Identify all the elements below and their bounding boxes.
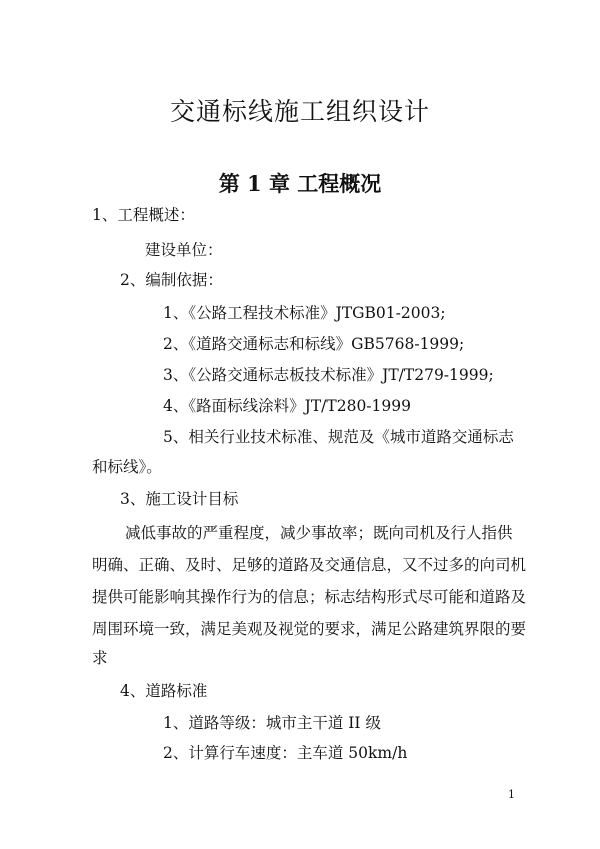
basis-item: 2、《道路交通标志和标线》GB5768-1999; <box>163 335 465 353</box>
basis-item: 3、《公路交通标志板技术标准》JT/T279-1999; <box>163 366 494 384</box>
road-standard-item: 2、计算行车速度：主车道 50km/h <box>163 744 408 762</box>
objective-paragraph-line: 明确、正确、及时、足够的道路及交通信息，又不过多的向司机 <box>92 556 527 574</box>
chapter-heading: 第 1 章 工程概况 <box>218 171 382 196</box>
page-number: 1 <box>508 788 515 801</box>
road-standard-item: 1、道路等级：城市主干道 II 级 <box>163 714 381 732</box>
basis-item: 4、《路面标线涂料》JT/T280-1999 <box>163 397 411 415</box>
objective-paragraph-line: 周围环境一致，满足美观及视觉的要求，满足公路建筑界限的要 <box>92 620 527 638</box>
section-1-heading: 1、工程概述： <box>92 206 195 224</box>
objective-paragraph-line: 提供可能影响其操作行为的信息；标志结构形式尽可能和道路及 <box>92 588 527 606</box>
basis-item: 5、相关行业技术标准、规范及《城市道路交通标志 <box>163 428 514 446</box>
basis-item-continuation: 和标线》。 <box>92 458 162 476</box>
objective-paragraph-line: 减低事故的严重程度，减少事故率；既向司机及行人指供 <box>125 524 513 542</box>
construction-unit-label: 建设单位： <box>145 241 223 259</box>
section-3-heading: 3、施工设计目标 <box>120 490 239 508</box>
objective-paragraph-line: 求 <box>92 649 108 667</box>
section-4-heading: 4、道路标准 <box>120 682 208 700</box>
document-title: 交通标线施工组织设计 <box>169 97 430 126</box>
section-2-heading: 2、编制依据： <box>120 271 223 289</box>
basis-item: 1、《公路工程技术标准》JTGB01-2003; <box>163 304 446 322</box>
